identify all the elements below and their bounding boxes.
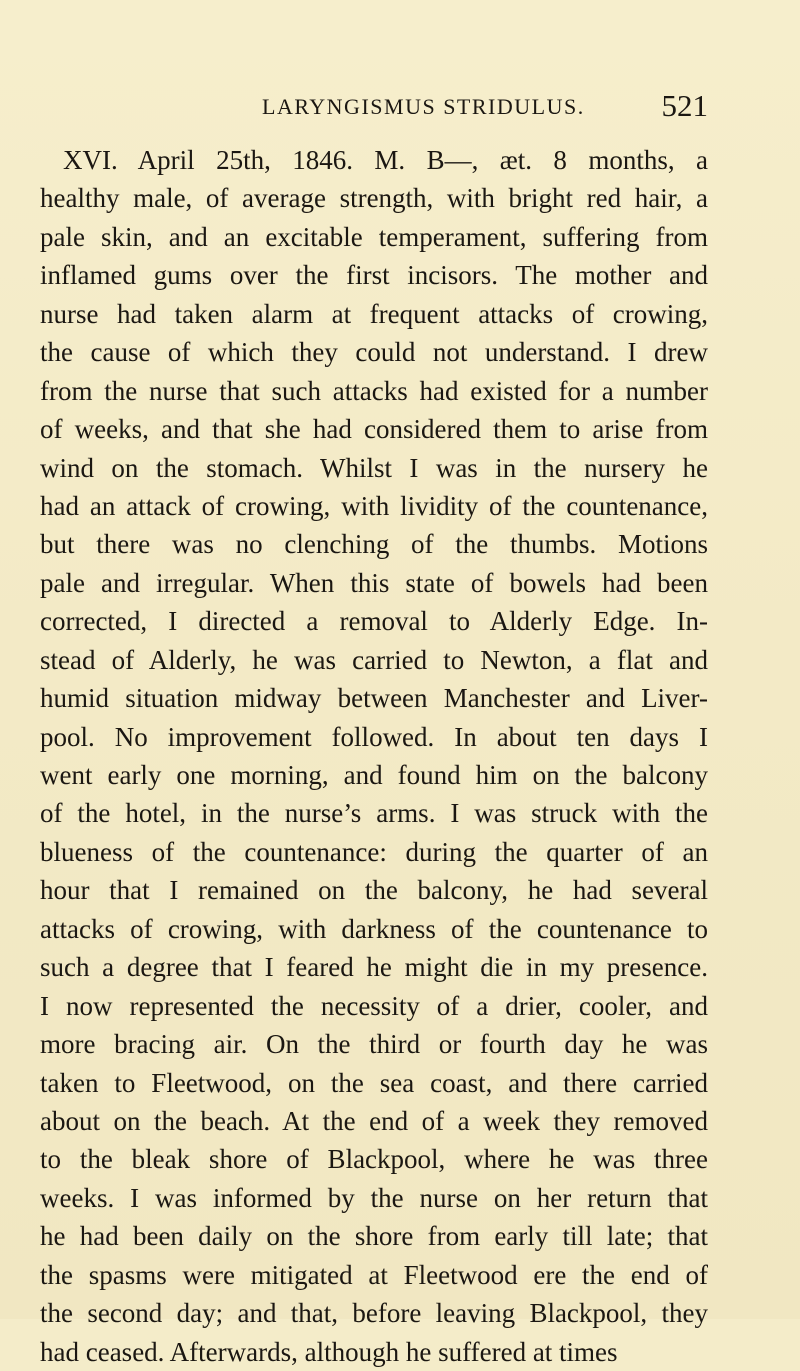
text-line: hour that I remained on the balcony, he had several	[40, 875, 708, 906]
text-line: such a degree that I feared he might die in my presence.	[40, 952, 708, 983]
body-text	[40, 141, 708, 1371]
text-line: the spasms were mitigated at Fleetwood ere the end of	[40, 1259, 708, 1290]
text-line: but there was no clenching of the thumbs. Motions	[40, 529, 708, 560]
text-line: had an attack of crowing, with lividity of the countenance,	[40, 490, 708, 521]
text-line: weeks. I was informed by the nurse on her return that	[40, 1182, 708, 1213]
text-line: corrected, I directed a removal to Alderly Edge. In-	[40, 606, 708, 637]
page-number: 521	[661, 88, 708, 123]
running-title: LARYNGISMUS STRIDULUS.	[262, 94, 585, 119]
text-line: had ceased. Afterwards, although he suffered at times	[40, 1336, 618, 1367]
text-line: pale skin, and an excitable temperament, suffering from	[40, 221, 708, 252]
text-line: the second day; and that, before leaving Blackpool, they	[40, 1298, 708, 1329]
text-line: of the hotel, in the nurse’s arms. I was struck with the	[40, 798, 708, 829]
text-line: the cause of which they could not understand. I drew	[40, 337, 708, 368]
text-line: healthy male, of average strength, with bright red hair, a	[40, 183, 708, 214]
text-line: stead of Alderly, he was carried to Newton, a flat and	[40, 644, 708, 675]
text-line: pale and irregular. When this state of bowels had been	[40, 567, 708, 598]
text-line: blueness of the countenance: during the quarter of an	[40, 836, 708, 867]
text-line: of weeks, and that she had considered them to arise from	[40, 414, 708, 445]
text-line: pool. No improvement followed. In about ten days I	[40, 721, 708, 752]
text-line: to the bleak shore of Blackpool, where he was three	[40, 1144, 708, 1175]
text-line: he had been daily on the shore from early till late; that	[40, 1221, 708, 1252]
running-head	[40, 88, 708, 128]
text-line: nurse had taken alarm at frequent attacks of crowing,	[40, 298, 708, 329]
text-line: more bracing air. On the third or fourth day he was	[40, 1029, 708, 1060]
text-line: taken to Fleetwood, on the sea coast, and there carried	[40, 1067, 708, 1098]
text-line: I now represented the necessity of a drier, cooler, and	[40, 990, 708, 1021]
text-line: XVI. April 25th, 1846. M. B—, æt. 8 months, a	[63, 145, 708, 175]
text-line: about on the beach. At the end of a week they removed	[40, 1105, 708, 1136]
text-line: wind on the stomach. Whilst I was in the nursery he	[40, 452, 708, 483]
text-line: from the nurse that such attacks had existed for a number	[40, 375, 708, 406]
text-line: inflamed gums over the first incisors. The mother and	[40, 260, 708, 291]
text-line: attacks of crowing, with darkness of the countenance to	[40, 913, 708, 944]
text-line: humid situation midway between Manchester and Liver-	[40, 683, 708, 714]
text-line: went early one morning, and found him on the balcony	[40, 760, 708, 790]
